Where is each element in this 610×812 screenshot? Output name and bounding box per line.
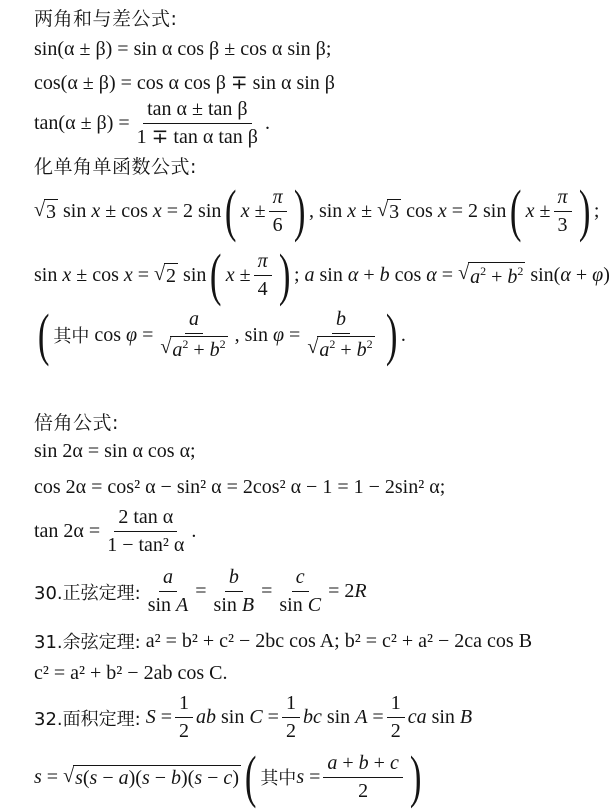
sqrt2-formula: sin x ± cos x = √ 2 sin ( x ± $\frac{\pi}{4}$ ) ; a sin α + b cos α = √ $a^2 + b^2$ sin(α + φ)	[34, 242, 610, 307]
tan-sum-numerator: tan α ± tan β	[143, 98, 252, 124]
double-angle-title: 倍角公式:	[34, 412, 119, 434]
sine-law-formula: 30.正弦定理: $\frac{a}{\text{sin A}}$ = $\frac{b}{\text{sin B}}$ = $\frac{c}{\text{sin C}}$ = 2R	[34, 566, 367, 616]
tan2a-fraction	[103, 506, 188, 557]
cos2a-formula	[34, 476, 445, 499]
cosine-law-text-2: c² = a² + b² − 2ab cos C.	[34, 662, 228, 684]
tan2a-denominator: 1 − tan² α	[107, 534, 185, 556]
double-angle-heading	[34, 408, 119, 435]
single-angle-title: 化单角单函数公式:	[34, 156, 197, 178]
tan-sum-fraction	[133, 98, 262, 149]
tan2a-formula: tan 2α = $\frac{\text{2 tan α}}{\text{1 − tan² α}}$ .	[34, 506, 197, 556]
tan2a-numerator: 2 tan α	[114, 506, 177, 532]
heron-where-label: 其中	[260, 768, 297, 789]
sqrt-symbol: √ 3	[34, 198, 56, 223]
cos2a-text: cos 2α = cos² α − sin² α = 2cos² α − 1 = 1 − 2sin² α;	[34, 476, 446, 498]
cosine-law-label: 31.余弦定理:	[34, 632, 141, 653]
sum-diff-title: 两角和与差公式:	[34, 8, 178, 30]
cos-sum-formula	[34, 70, 335, 95]
cosine-law-formula-1	[34, 628, 532, 654]
sin2a-formula	[34, 440, 196, 463]
heron-formula: s = √ s(s − a)(s − b)(s − c) ( 其中 s = $\frac{a + b + c}{2}$ )	[34, 744, 422, 809]
cosine-law-text-1: a² = b² + c² − 2bc cos A; b² = c² + a² − 2ca cos B	[145, 629, 533, 652]
sine-law-label: 30.正弦定理:	[34, 582, 141, 604]
sin-sum-text: sin(α ± β) = sin α cos β ± cos α sin β;	[34, 38, 332, 60]
sum-diff-heading	[34, 4, 177, 31]
sin2a-text: sin 2α = sin α cos α;	[34, 440, 196, 462]
tan-sum-denominator: 1 ∓ tan α tan β	[136, 126, 258, 148]
area-formula: 32.面积定理: S = $\frac{1}{2}$ ab sin C = $\frac{1}{2}$ bc sin A = $\frac{1}{2}$ ca sin B	[34, 692, 473, 742]
cos-sum-text: cos(α ± β) = cos α cos β ∓ sin α sin β	[34, 72, 335, 94]
cosine-law-formula-2	[34, 662, 227, 685]
sqrt3-formula: √ 3 sin x ± cos x = 2 sin ( x ± $\frac{\pi}{6}$ ) , sin x ± √ 3 cos x = 2 sin ( x ± $\frac{\pi}{3}$ ) ;	[34, 178, 600, 243]
tan-sum-formula: tan(α ± β) = $\frac{\text{tan α ± tan β}}{\text{1 ∓ tan α tan β}}$ .	[34, 98, 270, 148]
tan-sum-lhs: tan(α ± β) =	[34, 112, 130, 134]
area-label: 32.面积定理:	[34, 708, 141, 730]
single-angle-heading	[34, 152, 197, 179]
where-label: 其中	[53, 326, 90, 347]
tan2a-lhs: tan 2α =	[34, 520, 101, 542]
sin-sum-formula	[34, 38, 331, 61]
where-formula: ( 其中 cos φ = a √ $a^2 + b^2$ , sin φ = b √ $a^2 + b^2$ ) .	[37, 302, 406, 367]
